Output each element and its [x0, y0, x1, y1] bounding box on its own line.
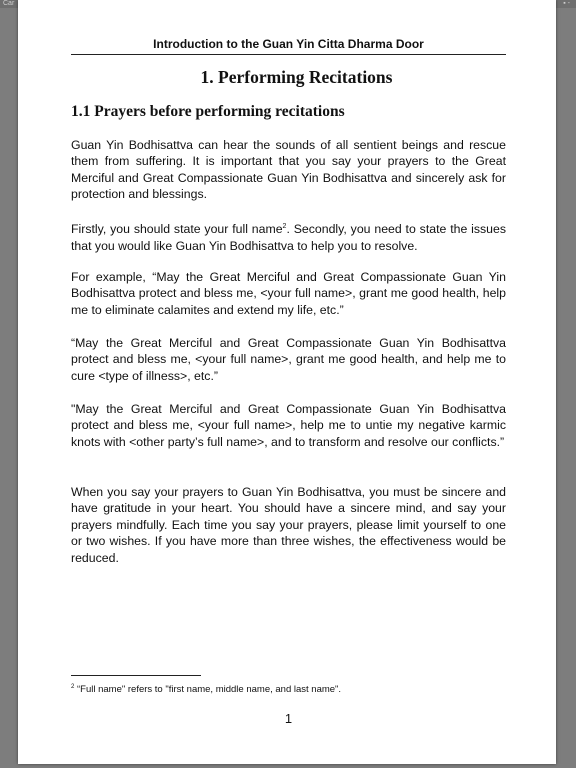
footnote-text: “Full name" refers to "first name, middle name, and last name". — [74, 684, 342, 696]
running-header: Introduction to the Guan Yin Citta Dharma Door — [71, 37, 506, 55]
section-title: 1.1 Prayers before performing recitations — [71, 103, 345, 120]
paragraph-sincerity: When you say your prayers to Guan Yin Bodhisattva, you must be sincere and have gratitude in your heart. You should have a sincere mind, and say your prayers mindfully. Each time you say your prayers, please limit yourself to one or two wishes. If you have more than three wishes, the effectiveness would be reduced. — [71, 485, 506, 565]
paragraph-full-name — [71, 219, 506, 254]
paragraph-example-2: “May the Great Merciful and Great Compassionate Guan Yin Bodhisattva protect and bless me, <your full name>, grant me good health, and help me to cure <type of illness>, etc.” — [71, 336, 506, 383]
paragraph-example-1: For example, “May the Great Merciful and Great Compassionate Guan Yin Bodhisattva protect and bless me, <your full name>, grant me good health, help me to eliminate calamites and extend my life, etc.” — [71, 270, 506, 317]
paragraph-full-name-text-cont: . Secondly, you need to state the issues that you would like Guan Yin Bodhisattva to help you to resolve. — [71, 222, 506, 253]
footnote-marker: 2 — [71, 684, 75, 690]
footnote-separator — [71, 675, 201, 676]
footnote — [71, 684, 506, 695]
paragraph-full-name-text: Firstly, you should state your full name — [71, 222, 283, 237]
document-page — [18, 0, 556, 764]
chapter-title: 1. Performing Recitations — [200, 67, 393, 87]
page-number: 1 — [284, 711, 293, 726]
carrier-label: Car — [3, 0, 15, 7]
battery-icon: ▪ - — [563, 0, 570, 7]
paragraph-intro: Guan Yin Bodhisattva can hear the sounds of all sentient beings and rescue them from suffering. It is important that you say your prayers to the Great Merciful and Great Compassionate Guan Yin Bodhisattva and sincerely ask for protection and blessings. — [71, 138, 506, 202]
footnote-reference[interactable]: 2 — [282, 223, 287, 230]
paragraph-example-3: "May the Great Merciful and Great Compassionate Guan Yin Bodhisattva protect and bless me, <your full name>, help me to untie my negative karmic knots with <other party’s full name>, and to transform and resolve our conflicts.” — [71, 402, 506, 449]
